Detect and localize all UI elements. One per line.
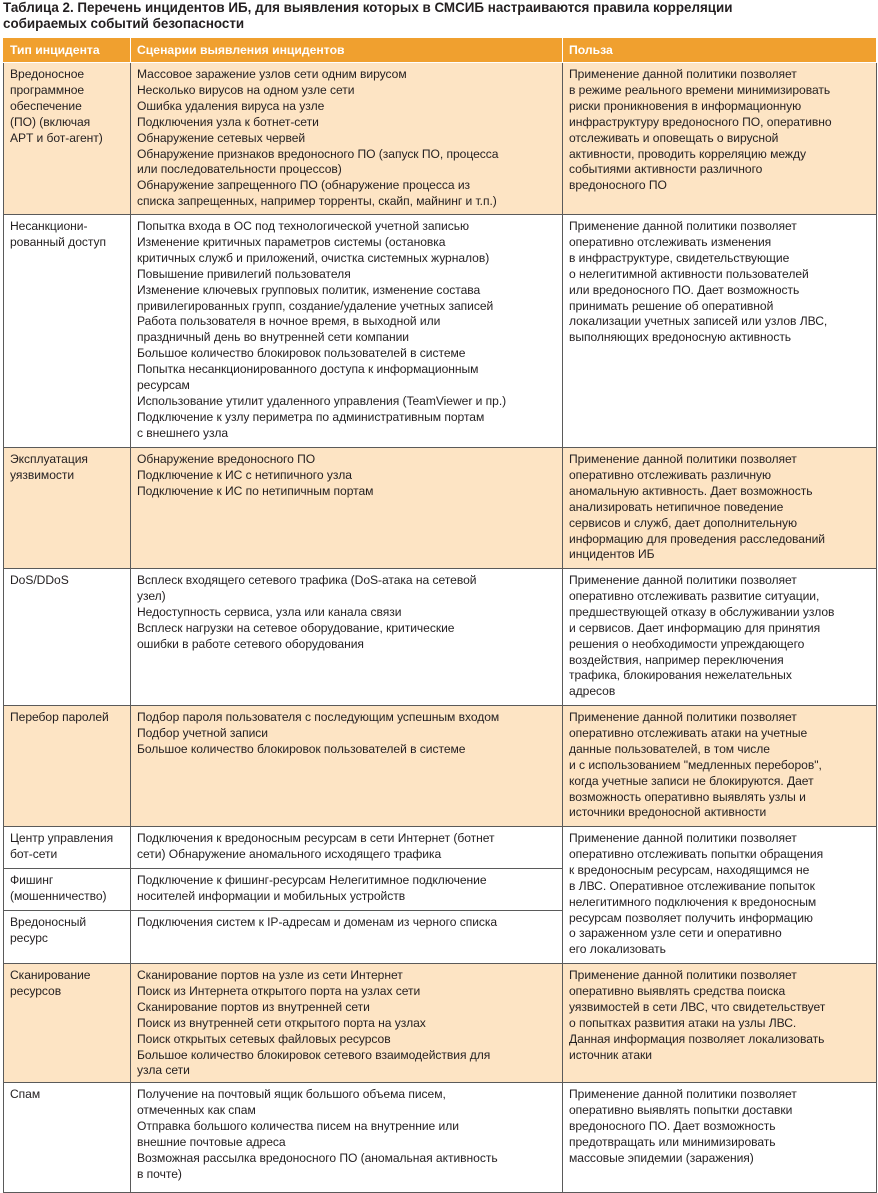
header-scenarios: Сценарии выявления инцидентов — [131, 38, 563, 63]
text-line: Подключение к ИС с нетипичного узла — [137, 467, 352, 482]
text-line: носителей информации и мобильных устройств — [137, 888, 406, 903]
text-line: в ЛВС. Оперативное отслеживание попыток — [569, 878, 815, 893]
text-line: Ошибка удаления вируса на узле — [137, 98, 325, 113]
text-line: APT и бот-агент) — [10, 130, 103, 145]
incident-type-cell — [4, 706, 131, 827]
text-line: Данная информация позволяет локализовать — [569, 1031, 825, 1046]
text-line: узла сети — [137, 1063, 190, 1078]
text-line: сети) Обнаружение аномального исходящего трафика — [137, 846, 442, 861]
text-line: в режиме реального времени минимизировать — [569, 82, 831, 97]
text-line: ресурсам позволяет получить информацию — [569, 910, 813, 925]
text-line: привилегированных групп, создание/удаление учетных записей — [137, 298, 494, 313]
table-row — [4, 569, 877, 706]
scenarios-cell — [131, 448, 563, 569]
text-line: Работа пользователя в ночное время, в выходной или — [137, 314, 441, 329]
text-line: Большое количество блокировок пользователей в системе — [137, 346, 466, 361]
text-line: вредоносного ПО. Дает возможность — [569, 1118, 776, 1133]
text-line: Подключения систем к IP-адресам и доменам из черного списка — [137, 915, 498, 929]
text-lines — [137, 452, 558, 500]
text-line: критичных служб и приложений, очистка системных журналов) — [137, 250, 490, 265]
text-line: Перебор паролей — [10, 710, 109, 724]
text-line: Обнаружение сетевых червей — [137, 130, 306, 145]
scenarios-cell — [131, 63, 563, 215]
text-lines — [10, 831, 126, 863]
text-line: решения о необходимости упреждающего — [569, 636, 805, 651]
table-row — [4, 964, 877, 1083]
table-row — [4, 1083, 877, 1193]
scenarios-cell — [131, 1083, 563, 1193]
text-line: праздничный день во внутренней сети компании — [137, 330, 410, 345]
text-line: инфраструктуру вредоносного ПО, оперативно — [569, 114, 832, 129]
text-lines — [137, 219, 558, 442]
text-lines — [137, 67, 558, 210]
text-line: Подключения к вредоносным ресурсам в сети Интернет (ботнет — [137, 831, 495, 845]
text-line: внешние почтовые адреса — [137, 1134, 286, 1149]
text-lines — [137, 710, 558, 758]
text-line: и с использованием "медленных переборов", — [569, 757, 822, 772]
text-lines — [569, 219, 872, 346]
benefit-cell — [563, 964, 877, 1083]
text-line: Обнаружение признаков вредоносного ПО (запуск ПО, процесса — [137, 146, 499, 161]
scenarios-cell — [131, 911, 563, 964]
text-line: Применение данной политики позволяет — [569, 831, 797, 845]
text-line: Применение данной политики позволяет — [569, 219, 797, 233]
text-line: Вредоносный — [10, 915, 87, 929]
text-line: рованный доступ — [10, 234, 106, 249]
scenarios-cell — [131, 827, 563, 869]
text-line: в инфраструктуре, свидетельствующие — [569, 250, 790, 265]
table-row — [4, 706, 877, 827]
text-line: оперативно отслеживать изменения — [569, 234, 772, 249]
text-line: (мошенничество) — [10, 888, 107, 903]
text-line: Возможная рассылка вредоносного ПО (аномальная активность — [137, 1150, 498, 1165]
text-line: Обнаружение вредоносного ПО — [137, 452, 316, 466]
benefit-cell — [563, 448, 877, 569]
text-line: принимать решение об оперативной — [569, 298, 774, 313]
incident-type-cell — [4, 569, 131, 706]
text-line: Недоступность сервиса, узла или канала связи — [137, 604, 402, 619]
text-lines — [569, 831, 872, 958]
text-line: воздействия, например переключения — [569, 652, 784, 667]
text-line: предотвращать или минимизировать — [569, 1134, 776, 1149]
benefit-cell — [563, 1083, 877, 1193]
scenarios-cell — [131, 964, 563, 1083]
table-caption — [3, 0, 873, 32]
text-line: Изменение критичных параметров системы (остановка — [137, 234, 446, 249]
text-line: Применение данной политики позволяет — [569, 452, 797, 466]
text-line: информацию для проведения расследований — [569, 531, 825, 546]
text-lines — [10, 915, 126, 947]
text-line: предшествующей отказу в обслуживании узлов — [569, 604, 835, 619]
incident-type-cell — [4, 215, 131, 448]
text-lines — [10, 219, 126, 251]
text-line: Большое количество блокировок сетевого взаимодействия для — [137, 1047, 491, 1062]
text-line: Применение данной политики позволяет — [569, 968, 797, 982]
text-line: обеспечение — [10, 98, 82, 113]
text-lines — [569, 573, 872, 700]
text-line: или вредоносного ПО. Дает возможность — [569, 282, 800, 297]
text-lines — [569, 710, 872, 821]
text-line: анализировать нетипичное поведение — [569, 499, 784, 514]
text-line: источник атаки — [569, 1047, 652, 1062]
text-line: событиями активности различного — [569, 162, 763, 177]
text-line: массовые эпидемии (заражения) — [569, 1150, 754, 1165]
text-line: о зараженном узле сети и оперативно — [569, 926, 782, 941]
text-line: риски проникновения в информационную — [569, 98, 802, 113]
text-lines — [137, 968, 558, 1079]
text-line: Фишинг — [10, 873, 54, 887]
text-line: (ПО) (включая — [10, 114, 91, 129]
text-line: Отправка большого количества писем на внутренние или — [137, 1118, 459, 1133]
text-line: ресурс — [10, 930, 48, 945]
text-lines — [137, 873, 558, 905]
text-line: или последовательности процессов) — [137, 162, 342, 177]
text-lines — [10, 710, 126, 726]
text-line: адресов — [569, 684, 616, 699]
text-lines — [10, 67, 126, 147]
text-line: когда учетные записи не блокируются. Дает — [569, 773, 814, 788]
text-line: Поиск из Интернета открытого порта на узлах сети — [137, 983, 421, 998]
text-line: Использование утилит удаленного управления (TeamViewer и пр.) — [137, 393, 507, 408]
text-line: Всплеск нагрузки на сетевое оборудование, критические — [137, 620, 455, 635]
text-lines — [569, 968, 872, 1063]
incident-type-cell — [4, 1083, 131, 1193]
incident-type-cell — [4, 63, 131, 215]
text-line: Сканирование портов на узле из сети Интернет — [137, 968, 403, 982]
text-line: возможность оперативно выявлять узлы и — [569, 789, 806, 804]
text-line: Применение данной политики позволяет — [569, 710, 797, 724]
text-line: Несколько вирусов на одном узле сети — [137, 82, 355, 97]
text-line: к вредоносным ресурсам, находящимся не — [569, 862, 810, 877]
text-line: оперативно отслеживать развитие ситуации, — [569, 588, 820, 603]
text-line: программное — [10, 82, 85, 97]
text-lines — [10, 873, 126, 905]
text-line: Вредоносное — [10, 67, 85, 81]
text-line: Получение на почтовый ящик большого объема писем, — [137, 1087, 446, 1101]
text-line: Спам — [10, 1087, 41, 1101]
text-line: вредоносного ПО — [569, 178, 667, 193]
table-row — [4, 827, 877, 869]
text-lines — [569, 452, 872, 563]
text-line: о нелегитимной активности пользователей — [569, 266, 809, 281]
text-line: ресурсам — [137, 378, 190, 393]
benefit-cell — [563, 215, 877, 448]
text-line: с внешнего узла — [137, 425, 229, 440]
text-line: Подключение к узлу периметра по административным портам — [137, 409, 485, 424]
incident-type-cell — [4, 448, 131, 569]
table-header-row — [4, 38, 877, 63]
header-incident-type: Тип инцидента — [4, 38, 131, 63]
text-line: аномальную активность. Дает возможность — [569, 483, 813, 498]
caption-line: Таблица 2. Перечень инцидентов ИБ, для выявления которых в СМСИБ настраиваются правила корреляции — [3, 0, 733, 15]
incident-type-cell — [4, 911, 131, 964]
text-line: Центр управления — [10, 831, 114, 845]
text-line: и сервисов. Дает информацию для принятия — [569, 620, 821, 635]
table-row — [4, 215, 877, 448]
text-line: выполняющих вредоносную активность — [569, 330, 792, 345]
text-line: Применение данной политики позволяет — [569, 573, 797, 587]
text-line: оперативно отслеживать атаки на учетные — [569, 725, 808, 740]
text-line: ресурсов — [10, 983, 62, 998]
text-line: отслеживать и оповещать о вирусной — [569, 130, 779, 145]
text-line: сервисов и служб, дает дополнительную — [569, 515, 797, 530]
scenarios-cell — [131, 569, 563, 706]
text-line: локализации учетных записей или узлов ЛВС, — [569, 314, 828, 329]
text-line: Большое количество блокировок пользователей в системе — [137, 741, 466, 756]
benefit-cell — [563, 827, 877, 964]
scenarios-cell — [131, 215, 563, 448]
text-line: оперативно выявлять попытки доставки — [569, 1102, 793, 1117]
text-line: Подключения узла к ботнет-сети — [137, 114, 319, 129]
text-line: Поиск открытых сетевых файловых ресурсов — [137, 1031, 391, 1046]
text-line: бот-сети — [10, 846, 58, 861]
text-line: оперативно отслеживать попытки обращения — [569, 846, 824, 861]
text-lines — [10, 968, 126, 1000]
incident-type-cell — [4, 964, 131, 1083]
incident-type-cell — [4, 869, 131, 911]
text-line: Эксплуатация — [10, 452, 88, 466]
text-line: узел) — [137, 588, 166, 603]
benefit-cell — [563, 569, 877, 706]
header-benefit: Польза — [563, 38, 877, 63]
text-lines — [569, 67, 872, 194]
text-line: Несанкциони- — [10, 219, 88, 233]
text-line: Сканирование — [10, 968, 91, 982]
text-line: Подбор пароля пользователя с последующим успешным входом — [137, 710, 500, 724]
text-line: данные пользователей, в том числе — [569, 741, 770, 756]
text-line: Массовое заражение узлов сети одним вирусом — [137, 67, 407, 81]
benefit-cell — [563, 63, 877, 215]
text-line: Подключение к фишинг-ресурсам Нелегитимное подключение — [137, 873, 487, 887]
text-line: оперативно отслеживать различную — [569, 467, 772, 482]
text-line: Попытка входа в ОС под технологической учетной записью — [137, 219, 469, 233]
text-line: источники вредоносной активности — [569, 805, 767, 820]
text-line: Попытка несанкционированного доступа к информационным — [137, 362, 479, 377]
text-lines — [137, 915, 558, 931]
text-line: Сканирование портов из внутренней сети — [137, 999, 370, 1014]
text-line: Изменение ключевых групповых политик, изменение состава — [137, 282, 481, 297]
text-line: трафика, блокирования нежелательных — [569, 668, 792, 683]
benefit-cell — [563, 706, 877, 827]
text-line: оперативно выявлять средства поиска — [569, 983, 786, 998]
text-line: списка запрещенных, например торренты, скайп, майнинг и т.п.) — [137, 194, 497, 209]
text-line: Применение данной политики позволяет — [569, 67, 797, 81]
text-line: нелегитимного подключения к вредоносным — [569, 894, 817, 909]
text-line: DoS/DDoS — [10, 573, 69, 587]
text-lines — [137, 831, 558, 863]
text-lines — [569, 1087, 872, 1167]
text-line: Применение данной политики позволяет — [569, 1087, 797, 1101]
text-line: Поиск из внутренней сети открытого порта на узлах — [137, 1015, 426, 1030]
text-line: Всплеск входящего сетевого трафика (DoS-атака на сетевой — [137, 573, 477, 587]
text-line: о попытках развития атаки на узлы ЛВС. — [569, 1015, 797, 1030]
text-line: отмеченных как спам — [137, 1102, 256, 1117]
text-lines — [10, 1087, 126, 1103]
text-line: инцидентов ИБ — [569, 547, 655, 562]
text-line: уязвимостей в сети ЛВС, что свидетельствует — [569, 999, 826, 1014]
text-line: уязвимости — [10, 467, 75, 482]
text-line: Повышение привилегий пользователя — [137, 266, 351, 281]
caption-line: собираемых событий безопасности — [3, 16, 245, 31]
table-row — [4, 63, 877, 215]
text-line: активности, проводить корреляцию между — [569, 146, 806, 161]
text-line: Подбор учетной записи — [137, 725, 269, 740]
text-line: Обнаружение запрещенного ПО (обнаружение процесса из — [137, 178, 471, 193]
scenarios-cell — [131, 869, 563, 911]
incidents-table — [3, 37, 877, 1193]
text-line: его локализовать — [569, 942, 666, 957]
text-lines — [137, 1087, 558, 1182]
text-line: в почте) — [137, 1166, 182, 1181]
text-lines — [10, 573, 126, 589]
text-lines — [137, 573, 558, 653]
incident-type-cell — [4, 827, 131, 869]
text-lines — [10, 452, 126, 484]
table-row — [4, 448, 877, 569]
scenarios-cell — [131, 706, 563, 827]
text-line: ошибки в работе сетевого оборудования — [137, 636, 364, 651]
text-line: Подключение к ИС по нетипичным портам — [137, 483, 374, 498]
